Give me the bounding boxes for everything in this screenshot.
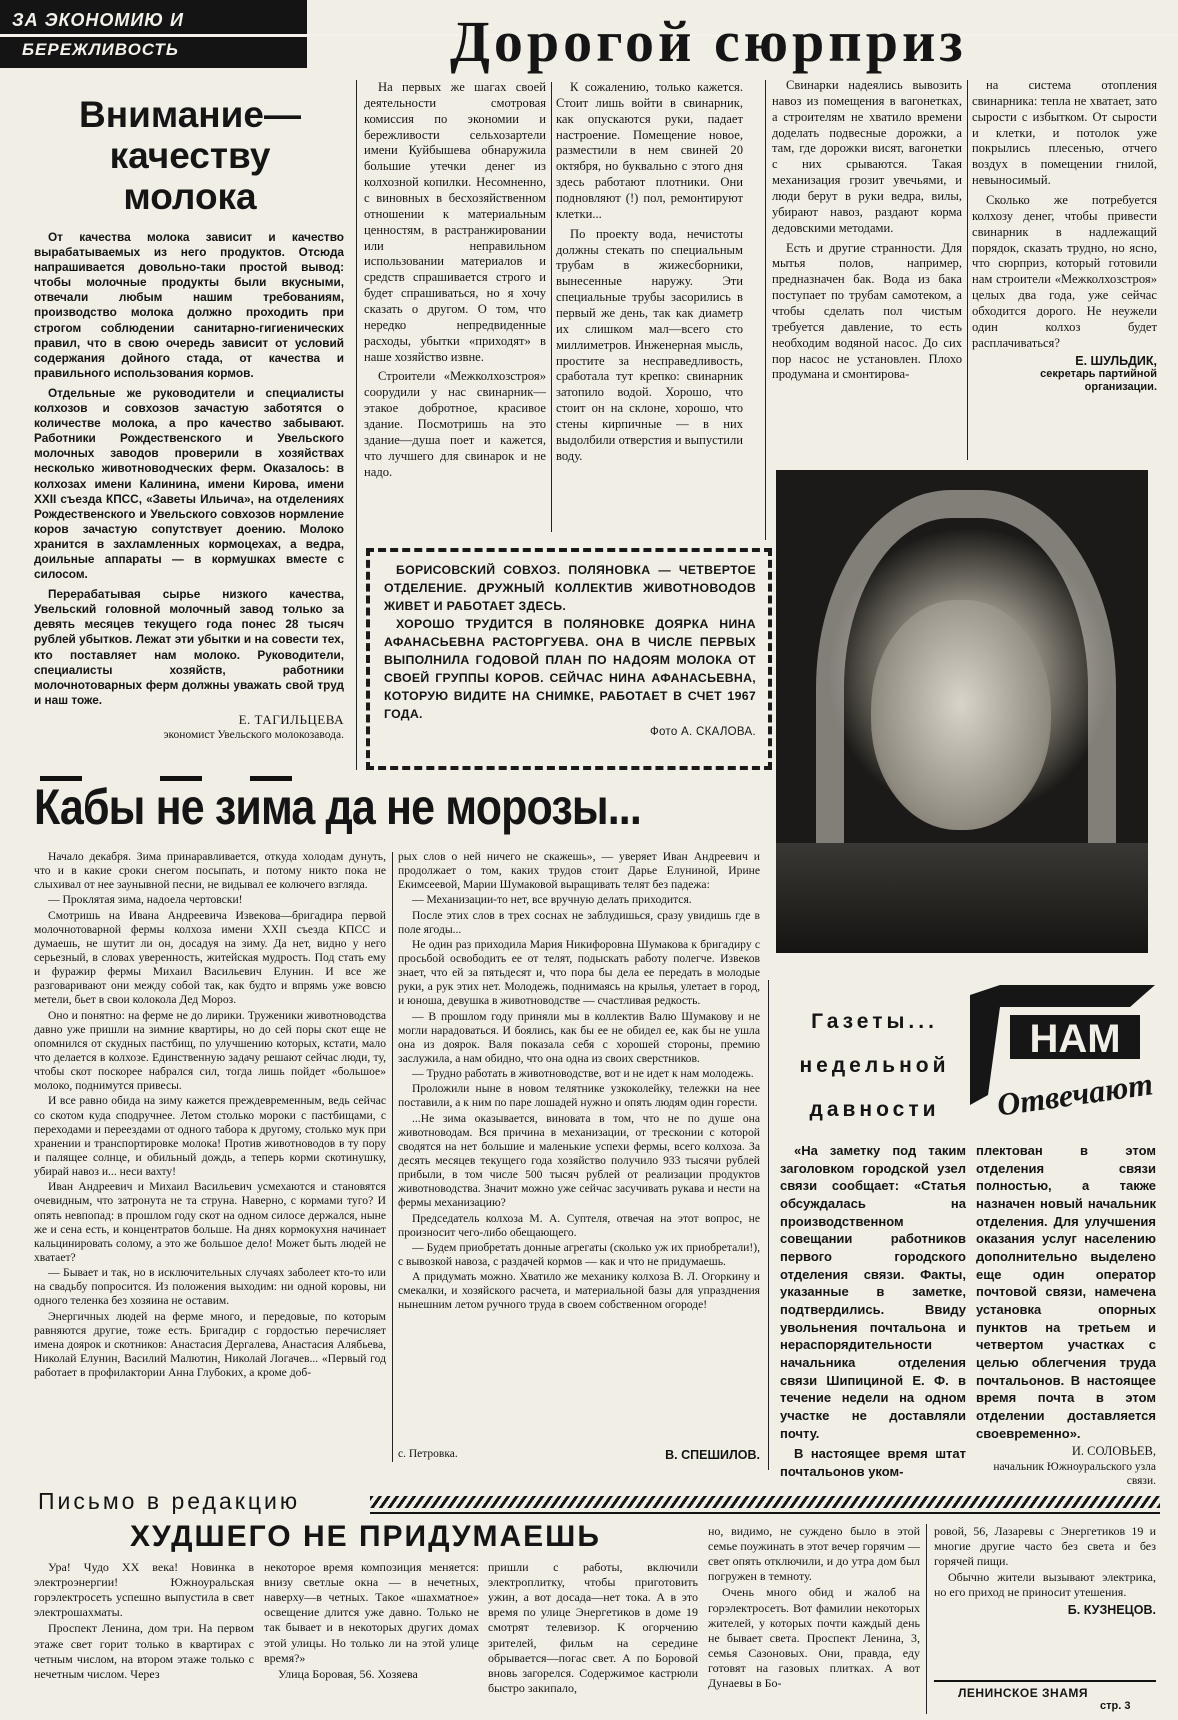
letter-rule (370, 1496, 1160, 1508)
milk-para: Отдельные же руководители и специалисты колхозов и совхозов зачастую заботятся о количестве молока, а про качество забывают. Работники Рождественского и Увельского молочных заводов проверили в хозяйствах несколько животноводческих ферм. Оказалось: в колхозах имени Калинина, имени Кирова, имени XXII съезда КПСС, «Заветы Ильича», на отделениях Рождественского и Увельского совхозов нормление коров зачастую сопутствует доению. Молоко хранится в захламленных кормоцехах, а ведра, доильные аппараты — в кормушках вместе с силосом. (34, 385, 344, 582)
footer-paper-name: ЛЕНИНСКОЕ ЗНАМЯ (958, 1686, 1089, 1700)
gazeta-para: В настоящее время штат почтальонов уком- (780, 1446, 966, 1480)
letter-rubric: Письмо в редакцию (38, 1488, 301, 1514)
milk-title (40, 94, 340, 217)
footer-page: стр. 3 (1100, 1700, 1131, 1712)
winter-para: Проложили ныне в новом телятнике узкоколейку, тележки на нее поставили, а к ним по паре лошадей нужно и опять людям один горести. (398, 1082, 760, 1110)
surprise-para: К сожалению, только кажется. Стоит лишь войти в свинарник, как опускаются руки, падает настроение. Помещение новое, разместили в нем свиней 20 октября, но буквально с этого дня здесь работают плотники. Они подновляют (!) пол, ремонтируют клетки... (556, 80, 743, 221)
winter-para: Смотришь на Ивана Андреевича Извекова—бригадира первой молочнотоварной фермы колхоза имени XXII съезда КПСС и думаешь, не шутит ли он, досадуя на зиму. Да нет, видно у него серьезный, в словах уверенность, житейская мудрость. Под стать ему и фуражир фермы Михаил Васильевич Елунин. И все же разговаривают они между собой так, как будто и впрямь уже вовсю метели, бьет в свои колокола Дед Мороз. (34, 908, 386, 1007)
winter-para: — Бывает и так, но в исключительных случаях заболеет кто-то или на свадьбу попросится. Из положения выходим: ни одной коровы, ни одного теленка без хозяина не оставим. (34, 1266, 386, 1308)
caption-text-2: ХОРОШО ТРУДИТСЯ В ПОЛЯНОВКЕ ДОЯРКА НИНА АФАНАСЬЕВНА РАСТОРГУЕВА. ОНА В ЧИСЛЕ ПЕРВЫХ ВЫПОЛНИЛА ГОДОВОЙ ПЛАН ПО НАДОЯМ МОЛОКА ОТ СВОЕЙ ГРУППЫ КОРОВ. СЕЙЧАС НИНА АФАНАСЬЕВНА, КОТОРУЮ ВИДИТЕ НА СНИМКЕ, РАБОТАЕТ В СЧЕТ 1967 ГОДА. (384, 616, 756, 721)
divider (765, 80, 766, 540)
letter-para: пришли с работы, включили электроплитку, чтобы приготовить ужин, а вот досада—нет тока. А в это время по улице Энергетиков в доме 19 смотрят телевизор. К огорчению зрителей, фильм на середине обрывается—погас свет. А по Боровой вновь загорелся. Содержимое кастрюли быстро закипало, (488, 1560, 698, 1695)
letter-col-5 (934, 1524, 1156, 1674)
winter-para: Не один раз приходила Мария Никифоровна Шумакова к бригадиру с просьбой освободить ее от телят, подыскать работу полегче. Извеков знает, что ей за пятьдесят и, что пора бы дела ее передать в молодые руки, а рук этих нет. Молодежь, поднимаясь на крылья, улетает в город, и юноша, девушка в животноводстве — счастливая редкость. (398, 937, 760, 1008)
surprise-col-3 (772, 78, 962, 458)
milk-signature: Е. ТАГИЛЬЦЕВА (238, 711, 344, 727)
letter-col-3 (488, 1560, 698, 1720)
gazeta-para: плектован в этом отделения связи полностью, а также назначен новый начальник отделения. Для улучшения оказания услуг населению дополнительно выделено еще один оператор почтовой связи, намечена установка опорных пунктов на третьем и четвертом участках с целью облегчения труда почтальонов. В настоящее время почта в этом отделении доставляется своевременно». (976, 1143, 1156, 1441)
winter-sign-block (398, 1446, 760, 1486)
logo-text-nam: НАМ (1029, 1017, 1121, 1061)
rubric-line2: БЕРЕЖЛИВОСТЬ (22, 40, 179, 59)
winter-para: — В прошлом году приняли мы в коллектив Валю Шумакову и не могли нарадоваться. И боялись, как бы ее не обидел ее, как бы не ушла она из доярок. Валя показала себя с хорошей стороны, премию заслужила, а нам обидно, что она одна из своих сверстников. (398, 1009, 760, 1065)
surprise-para: Сколько же потребуется колхозу денег, чтобы привести свинарник в надлежащий порядок, сказать трудно, но ясно, что сюрприз, который готовили нам строители «Межколхозстроя» целых два года, уже сейчас обходится дорого. Не неужели один колхоз будет расплачиваться? (972, 193, 1157, 350)
surprise-para: По проекту вода, нечистоты должны стекать по специальным трубам в жижесборники, вынесенные наружу. Эти специальные трубы засорились в первый же день, так как диаметр их слишком мал—всего сто миллиметров. Инженерная мысль, простите за несправедливость, сработала тут крепко: свинарник затопило водой. Хорошо, что стоит он на склоне, хорошо, что стены кирпичные — в них выдолбили отверстия и выпустили воду. (556, 226, 743, 463)
photo-coat (776, 843, 1148, 953)
letter-para: Улица Боровая, 56. Хозяева (278, 1666, 418, 1681)
surprise-col-2 (556, 80, 743, 540)
winter-col-2 (398, 850, 760, 1442)
divider (768, 980, 769, 1470)
winter-para: Иван Андреевич и Михаил Васильевич усмехаются и становятся очевидным, что затронута не та струна. Наверно, с кормами туго? И опять невпопад: в прошлом году скот на одном силосе держался, ныне же и сена есть, и концентратов больше. На днях кормокухня начинает кальцинировать солому, а это же большое дело! Может быть людей не хватает? (34, 1180, 386, 1264)
winter-para: — Проклятая зима, надоела чертовски! (48, 893, 243, 907)
surprise-para: на система отопления свинарника: тепла не хватает, зато сырости с избытком. От сырости и клетки, и потолок уже покрылись плесенью, отчего воздух в помещении гнилой, невыносимый. (972, 78, 1157, 188)
winter-col-1 (34, 850, 386, 1470)
gazeta-title-l2: недельной (799, 1054, 950, 1077)
letter-col-1 (34, 1560, 254, 1720)
surprise-para: На первых же шагах своей деятельности смотровая комиссия по экономии и бережливости сельхозартели имени Куйбышева обнаружила большие утечки денег из колхозной копилки. Несомненно, с виновных в бесхозяйственном отношении к материальным ценностям, в растранжировании или неправильном использовании материалов и средств спрашивается строго и будет спрашиваться, но я хочу сказать о другом. О том, что нередко непредвиденные расходы, убытки «приходят» в наше хозяйство извне. (364, 80, 546, 364)
rubric-banner (0, 0, 307, 68)
winter-para: И все равно обида на зиму кажется преждевременным, ведь сейчас со скотом куда сподручнее. Летом столько мороки с пастбищами, с переходами и переездами от одного табора к другому, столько мук при хранении и транспортировке молока! Против животноводов в ту пору и палящее солнце, и обильный дождь, а теперь корми скотинушку, убирай навоз и... неси вахту! (34, 1094, 386, 1179)
milk-signature-role: экономист Увельского молокозавода. (163, 729, 344, 742)
winter-para: Председатель колхоза М. А. Суптеля, отвечая на этот вопрос, не произносит чего-либо обещающего. (398, 1211, 760, 1239)
letter-para: ровой, 56, Лазаревы с Энергетиков 19 и многие другие часто без света и без горячей пищи. (934, 1524, 1156, 1569)
letter-para: но, видимо, не суждено было в этой семье поужинать в этот вечер горячим — свет опять отключили, и до утра дом был погружен в темноту. (708, 1524, 920, 1584)
winter-para: рых слов о ней ничего не скажешь», — уверяет Иван Андреевич и продолжает о том, каких трудов стоит Дарье Елуниной, Ирине Екимсеевой, Марии Шумаковой выращивать телят без падежа: (398, 850, 760, 892)
winter-para: После этих слов в трех соснах не заблудишься, сразу увидишь где в поле ягоды... (398, 908, 760, 936)
surprise-para: Строители «Межколхозстроя» соорудили у нас свинарник— этакое добротное, красивое здание. Посмотришь на это здание—душа поет и кажется, что лучшего для свинарок и не надо. (364, 369, 546, 479)
footer-rule (934, 1680, 1156, 1682)
gazeta-signature-role: начальник Южноуральского узла связи. (993, 1461, 1156, 1488)
letter-para: Проспект Ленина, дом три. На первом этаже свет горит только в квартирах с четным числом, на втором этаже только с нечетным числом. Через (34, 1621, 254, 1681)
milk-article (34, 230, 344, 765)
letter-col-4 (708, 1524, 920, 1720)
winter-para: ...Не зима оказывается, виновата в том, что не по душе она животноводам. Вся причина в механизации, от тресконии с которой сводятся на нет большие и маленькие успехи фермы, всего колхоза. За десять месяцев текущего года хозяйство получило 933 тысячи рублей прибыли, в том числе 500 тысяч рублей от реализации продуктов животноводства. Значит можно уже сейчас засучивать рукава и нести на фермы механизацию? (398, 1111, 760, 1210)
letter-para: Обычно жители вызывают электрика, но его приход не приносит утешения. (934, 1570, 1156, 1600)
divider (551, 82, 552, 532)
winter-signature: В. СПЕШИЛОВ. (665, 1448, 760, 1462)
winter-para: Энергичных людей на ферме много, и передовые, по которым равняются другие, тоже есть. Бригадир с гордостью перечисляет имена доярок и скотников: Анастасия Дергалева, Анастасия Алябьева, Николай Елунин, Василий Малютин, Николай Логачев... «Первый год работает в профилактории Анна Глубоких, а кроме доб- (34, 1309, 386, 1380)
gazeta-col-1 (780, 1142, 966, 1480)
milk-title-l3: молока (123, 176, 257, 217)
gazeta-col-2 (976, 1142, 1156, 1488)
nam-otvechayut-logo (970, 985, 1155, 1125)
milk-para: От качества молока зависит и качество вырабатываемых из него продуктов. Отсюда напрашивается довольно-таки простой вывод: чтобы молочные продукты были вкусными, отвечали любым нашим требованиям, производство молока должно проходить при строгом соблюдении санитарно-гигиенических правил, что в свою очередь зависит от условий содержания дойного стада, от качества и правильного использования кормов. (34, 230, 344, 380)
divider (356, 80, 357, 770)
winter-place: с. Петровка. (398, 1448, 458, 1460)
winter-para: А придумать можно. Хватило же механику колхоза В. Л. Огоркину и смекалки, и хозяйского расчета, и материальной базы для упразднения нынешним летом ручного труда в своем собственном огороде! (398, 1270, 760, 1312)
letter-para: Очень много обид и жалоб на горэлектросеть. Вот фамилии некоторых жителей, у которых почти каждый день не бывает света. Проспект Ленина, 3, семья Сазоновых. Они, правда, еду готовят на газовых плитках. А вот Дунаевы в Бо- (708, 1585, 920, 1691)
surprise-col-4 (972, 78, 1157, 458)
winter-title: Кабы не зима да не морозы... (34, 779, 641, 835)
winter-para: — Трудно работать в животноводстве, вот и не идет к нам молодежь. (412, 1067, 754, 1081)
milkmaid-photo (776, 470, 1148, 953)
letter-title: ХУДШЕГО НЕ ПРИДУМАЕШЬ (130, 1520, 601, 1553)
letter-rule-thin (370, 1512, 1160, 1514)
letter-para: Ура! Чудо XX века! Новинка в электроэнергии! Южноуральская горэлектросеть успешно выпустила в свет электрошахматы. (34, 1560, 254, 1620)
gazeta-title (782, 1000, 967, 1132)
letter-col-2 (264, 1560, 479, 1720)
photo-face (871, 600, 1051, 830)
surprise-signature-role: секретарь партийной организации. (1040, 367, 1157, 394)
logo-text-otvechayut: Отвечают (994, 1065, 1155, 1123)
surprise-col-1 (364, 80, 546, 540)
rubric-line1: ЗА ЭКОНОМИЮ И (12, 10, 184, 30)
surprise-signature: Е. ШУЛЬДИК, (1075, 353, 1157, 368)
gazeta-para: «На заметку под таким заголовком городской узел связи сообщает: «Статья обсуждалась на производственном совещании работников первого городского отделения связи. Факты, указанные в заметке, подтвердились. Ввиду увольнения почтальона и нераспорядительности начальника отделения связи Шипициной Е. Ф. в течение недели на одном участке не доставляли почту. (780, 1143, 966, 1441)
divider (967, 80, 968, 460)
letter-signature: Б. КУЗНЕЦОВ. (1067, 1602, 1156, 1617)
winter-para: — Механизации-то нет, все вручную делать приходится. (412, 893, 692, 907)
gazeta-signature: И. СОЛОВЬЕВ, (1071, 1444, 1156, 1459)
winter-para: Начало декабря. Зима принаравливается, откуда холодам дунуть, что и в какие сроки снегом посыпать, и потому никто пока не слыхивал от нее заунывной песни, не видывал ее колючего взгляда. (34, 850, 386, 892)
caption-credit: Фото А. СКАЛОВА. (649, 725, 756, 738)
surprise-para: Есть и другие странности. Для мытья полов, например, предназначен бак. Вода из бака поступает по трубам самотеком, а чтобы сделать пол чистым требуется давление, то есть необходим водяной насос. До сих пор насос не установлен. Плохо продумана и смонтирова- (772, 240, 962, 382)
surprise-title: Дорогой сюрприз (450, 9, 967, 74)
photo-caption (384, 562, 756, 762)
divider (926, 1524, 927, 1714)
winter-para: — Будем приобретать донные агрегаты (сколько уж их приобретали!), с вывозкой навоза, с раздачей кормов — как и что не придумаешь. (398, 1240, 760, 1268)
logo-graphic (970, 985, 1155, 1125)
caption-text: БОРИСОВСКИЙ СОВХОЗ. ПОЛЯНОВКА — ЧЕТВЕРТОЕ ОТДЕЛЕНИЕ. ДРУЖНЫЙ КОЛЛЕКТИВ ЖИВОТНОВОДОВ ЖИВЕТ И РАБОТАЕТ ЗДЕСЬ. (384, 563, 756, 613)
milk-title-l1: Внимание— (79, 94, 301, 135)
surprise-para: Свинарки надеялись вывозить навоз из помещения в вагонетках, а строителям не хватило времени доделать подвесные дорожки, а там, где дорожки висят, вагонетки с них срываются. Такая механизация грозит увечьями, и люди берут в руки ведра, вилы, убирают навоз, раздают корма дедовскими методами. (772, 78, 962, 235)
gazeta-title-l1: Газеты... (811, 1010, 938, 1033)
milk-para: Перерабатывая сырье низкого качества, Увельский головной молочный завод только за девять месяцев текущего года понес 28 тысяч рублей убытков. Лежат эти убытки и на совести тех, кто поставляет нам молоко. Руководители, специалисты хозяйств, работники молочнотоварных ферм должны уважать свой труд и наш тоже. (34, 587, 344, 707)
divider (392, 852, 393, 1462)
gazeta-title-l3: давности (809, 1098, 940, 1121)
milk-title-l2: качеству (109, 135, 271, 176)
winter-para: Оно и понятно: на ферме не до лирики. Труженики животноводства давно уже пришли на зимние квартиры, но до сей поры скот еще не опомнился от скудных пастбищ, по улучшению которых, кстати, мало что делается в колхозе. Единственную задачу решают сейчас люди, ту, чтобы скот поскорее набрался сил, тогда лишь пойдет «большое» молоко, поднимутся привесы. (34, 1008, 386, 1093)
letter-para: некоторое время композиция меняется: внизу светлые окна — в нечетных, наверху—в четных. Такое «шахматное» освещение длится уже давно. Только не так бывает и в некоторых других домах этой улицы. Но только ли на этой улице время?» (264, 1560, 479, 1665)
